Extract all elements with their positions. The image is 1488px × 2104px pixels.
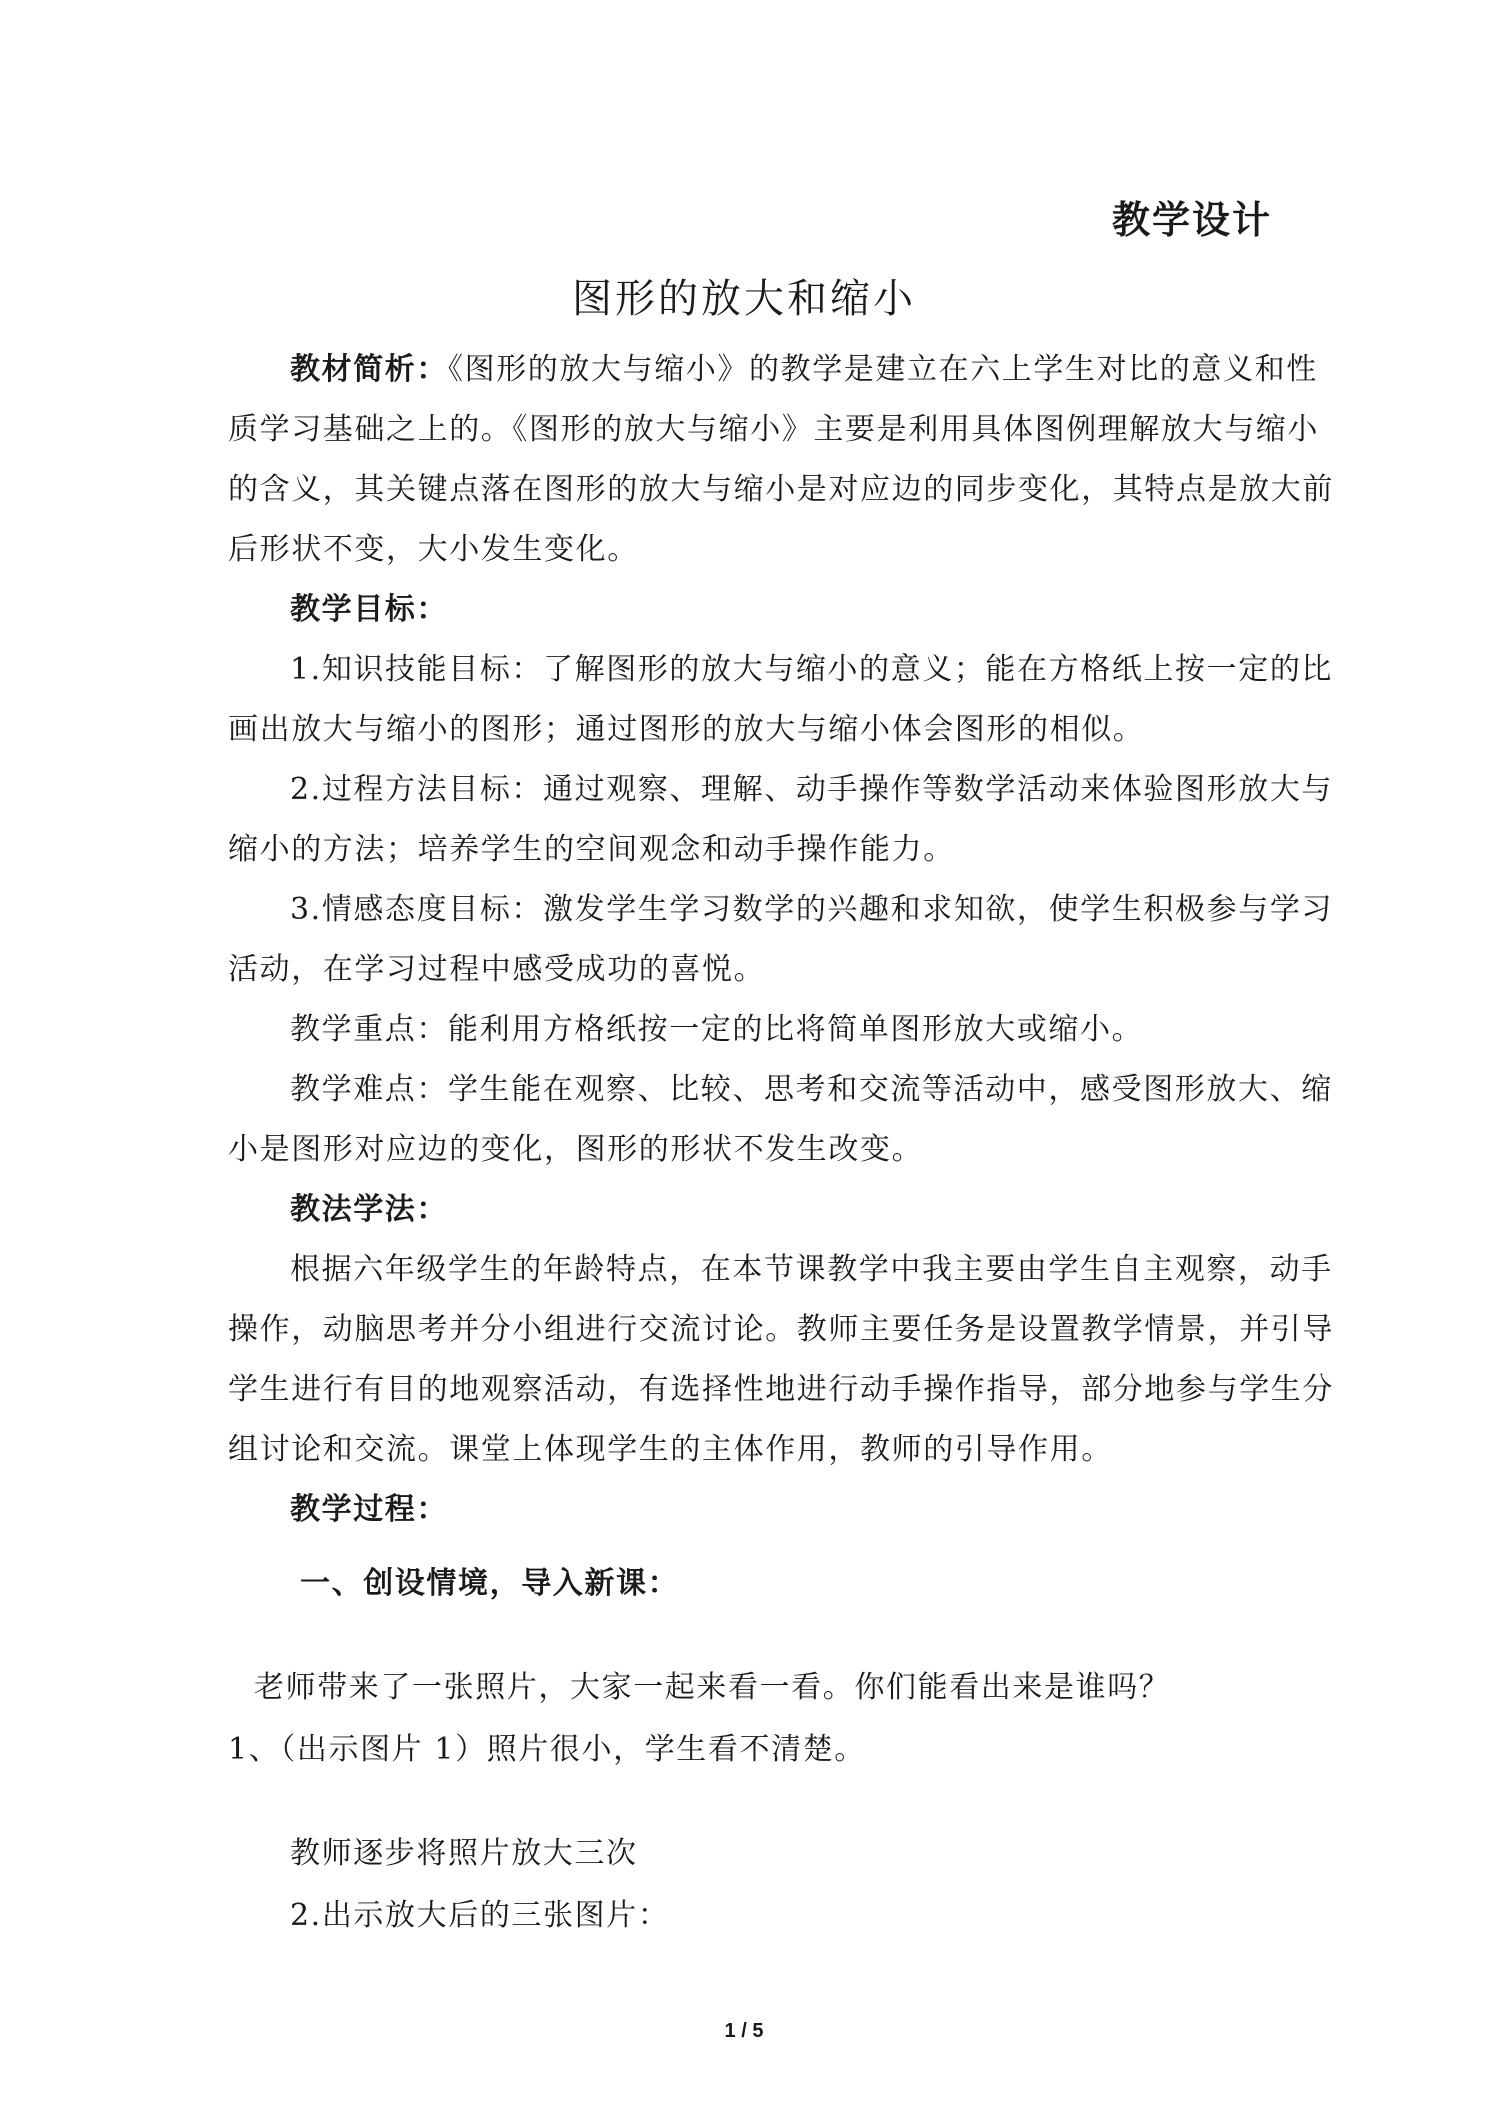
- teacher-action-text: 教师逐步将照片放大三次: [290, 1836, 638, 1871]
- methods-heading: 教法学法：: [290, 1192, 448, 1227]
- objective-2-line-2: 缩小的方法；培养学生的空间观念和动手操作能力。: [228, 832, 955, 867]
- step-2-text: 2.出示放大后的三张图片：: [290, 1898, 670, 1933]
- intro-text: 老师带来了一张照片，大家一起来看一看。你们能看出来是谁吗？: [254, 1670, 1171, 1705]
- methods-line-3: 学生进行有目的地观察活动，有选择性地进行动手操作指导，部分地参与学生分: [228, 1372, 1334, 1407]
- analysis-heading: 教材简析：: [290, 352, 448, 387]
- section-1-heading: 一、创设情境，导入新课：: [300, 1566, 680, 1601]
- methods-line-1: 根据六年级学生的年龄特点，在本节课教学中我主要由学生自主观察，动手: [290, 1252, 1333, 1287]
- objective-2-line-1: 2.过程方法目标：通过观察、理解、动手操作等数学活动来体验图形放大与: [290, 772, 1334, 807]
- objective-1-line-2: 画出放大与缩小的图形；通过图形的放大与缩小体会图形的相似。: [228, 712, 1145, 747]
- difficulty-line-1: 教学难点：学生能在观察、比较、思考和交流等活动中，感受图形放大、缩: [290, 1072, 1333, 1107]
- difficulty-line-2: 小是图形对应边的变化，图形的形状不发生改变。: [228, 1132, 924, 1167]
- methods-line-4: 组讨论和交流。课堂上体现学生的主体作用，教师的引导作用。: [228, 1432, 1113, 1467]
- analysis-paragraph-line-4: 后形状不变，大小发生变化。: [228, 532, 639, 567]
- key-point: 教学重点：能利用方格纸按一定的比将简单图形放大或缩小。: [290, 1012, 1144, 1047]
- objective-3-line-1: 3.情感态度目标：激发学生学习数学的兴趣和求知欲，使学生积极参与学习: [290, 892, 1334, 927]
- analysis-paragraph-line-1: [290, 350, 1318, 390]
- document-title: 图形的放大和缩小: [572, 276, 916, 322]
- objective-1-line-1: 1.知识技能目标：了解图形的放大与缩小的意义；能在方格纸上按一定的比: [290, 652, 1334, 687]
- analysis-text: 《图形的放大与缩小》的教学是建立在六上学生对比的意义和性: [448, 352, 1318, 387]
- methods-line-2: 操作，动脑思考并分小组进行交流讨论。教师主要任务是设置教学情景，并引导: [228, 1312, 1334, 1347]
- document-label: 教学设计: [1111, 198, 1272, 242]
- page-indicator: 1 / 5: [724, 2020, 764, 2042]
- objective-3-line-2: 活动，在学习过程中感受成功的喜悦。: [228, 952, 766, 987]
- objectives-heading: 教学目标：: [290, 592, 448, 627]
- analysis-paragraph-line-2: 质学习基础之上的。《图形的放大与缩小》主要是利用具体图例理解放大与缩小: [228, 412, 1319, 447]
- analysis-paragraph-line-3: 的含义，其关键点落在图形的放大与缩小是对应边的同步变化，其特点是放大前: [228, 472, 1334, 507]
- step-1-text: 1、（出示图片 1）照片很小，学生看不清楚。: [228, 1732, 866, 1767]
- process-heading: 教学过程：: [290, 1492, 448, 1527]
